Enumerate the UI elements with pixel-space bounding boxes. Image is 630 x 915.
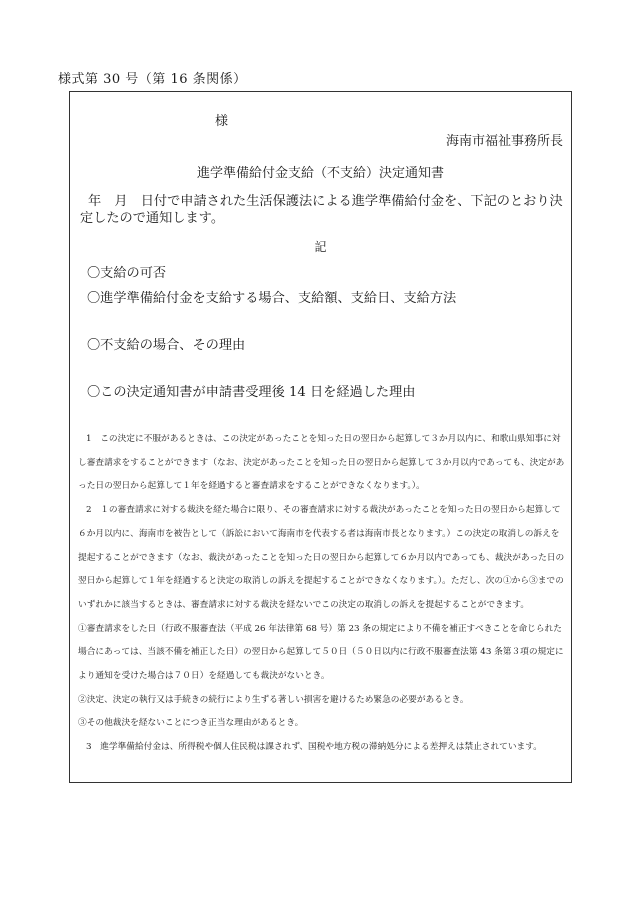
- intro-text: 年 月 日付で申請された生活保護法による進学準備給付金を、下記のとおり決定したので通知します。: [80, 194, 563, 226]
- notice-frame: [69, 91, 572, 783]
- note-2-condition-3: ③その他裁決を経ないことにつき正当な理由があるとき。: [78, 718, 304, 729]
- note-2-condition-1: ①審査請求をした日（行政不服審査法（平成 26 年法律第 68 号）第 23 条の規定により不備を補正すべきことを命じられた場合にあっては、当該不備を補正した日）の翌日から起算して５０日（５０日以内に行政不服審査法第 43 条第３項の規定により通知を受けた場合は７０日）を経過しても裁決がないとき。: [78, 623, 564, 682]
- note-2-condition-2: ②決定、決定の執行又は手続きの続行により生ずる著しい損害を避けるため緊急の必要があるとき。: [78, 694, 469, 705]
- item-approval: 〇支給の可否: [87, 266, 167, 281]
- sender-name: 海南市福祉事務所長: [445, 134, 563, 149]
- ki-heading: 記: [314, 240, 327, 254]
- document-title: 進学準備給付金支給（不支給）決定通知書: [196, 166, 444, 181]
- item-delay-reason: 〇この決定通知書が申請書受理後 14 日を経過した理由: [87, 385, 416, 400]
- addressee-suffix: 様: [215, 114, 229, 129]
- item-rejection-reason: 〇不支給の場合、その理由: [87, 338, 246, 353]
- notes-section: [78, 428, 565, 760]
- form-number: 様式第 30 号（第 16 条関係）: [58, 72, 247, 87]
- note-3: 3 進学準備給付金は、所得税や個人住民税は課されず、国税や地方税の滞納処分による差押えは禁止されています。: [86, 742, 542, 753]
- note-2: 2 １の審査請求に対する裁決を経た場合に限り、その審査請求に対する裁決があったことを知った日の翌日から起算して６か月以内に、海南市を被告として（訴訟において海南市を代表する者は海南市長となります。）この決定の取消しの訴えを提起することができます（なお、裁決があったことを知った日の翌日から起算して６か月以内であっても、裁決があった日の翌日から起算して１年を経過すると決定の取消しの訴えを提起することができなくなります。）。ただし、次の①から③までのいずれかに該当するときは、審査請求に対する裁決を経ないでこの決定の取消しの訴えを提起することができます。: [78, 505, 565, 610]
- item-payment-details: 〇進学準備給付金を支給する場合、支給額、支給日、支給方法: [87, 291, 457, 306]
- note-1: 1 この決定に不服があるときは、この決定があったことを知った日の翌日から起算して３か月以内に、和歌山県知事に対し審査請求をすることができます（なお、決定があったことを知った日の翌日から起算して３か月以内であっても、決定があった日の翌日から起算して１年を経過すると審査請求をすることができなくなります。）。: [78, 434, 565, 492]
